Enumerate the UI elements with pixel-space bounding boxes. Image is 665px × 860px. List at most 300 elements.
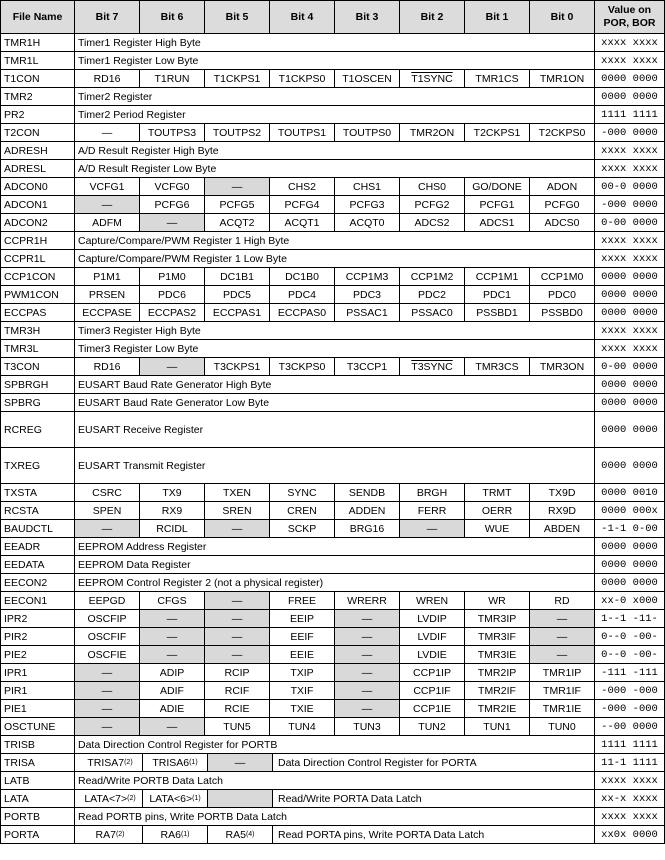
reset-value: 1111 1111: [595, 736, 665, 754]
bit-cell: [335, 268, 400, 286]
reset-value: 0000 0000: [595, 574, 665, 592]
register-name: TMR1L: [1, 52, 75, 70]
bit-cell: [75, 592, 140, 610]
bit-label: RCIDL: [156, 522, 188, 535]
register-name: PORTB: [1, 808, 75, 826]
bit-label: RCIE: [224, 702, 250, 715]
bit-cell: [270, 124, 335, 142]
bit-label: TOUTPS1: [277, 126, 327, 139]
bit-label: BRG16: [349, 522, 385, 535]
bit-cell: [465, 592, 530, 610]
bit-cell: [335, 700, 400, 718]
bit-label: TMR2IP: [477, 666, 517, 679]
bit-cell: [140, 628, 205, 646]
bit-label: TMR3ON: [539, 360, 585, 373]
bit-label: —: [361, 648, 373, 661]
bit-label: —: [361, 630, 373, 643]
bit-cell: [205, 70, 270, 88]
bit-label: SCKP: [287, 522, 317, 535]
bit-label: PDC2: [417, 288, 446, 301]
bit-cell: [205, 520, 270, 538]
bit-cell: [400, 592, 465, 610]
mixed-row: [78, 826, 591, 843]
register-name: CCPR1L: [1, 250, 75, 268]
bit-cell: [530, 700, 595, 718]
bit-cell: [335, 178, 400, 196]
bit-label: —: [166, 216, 178, 229]
bit-cell: LATA<6> (1): [143, 790, 208, 807]
bit-label: TMR1IE: [542, 702, 582, 715]
register-row: [1, 88, 665, 106]
bit-label: TUN0: [548, 720, 576, 733]
bit-label: TMR1IP: [542, 666, 582, 679]
bit-label: ADIP: [159, 666, 185, 679]
bit-cell: [335, 592, 400, 610]
reset-value: 11-1 1111: [595, 754, 665, 772]
reset-value: xxxx xxxx: [595, 232, 665, 250]
bit-label: PDC4: [287, 288, 316, 301]
reset-value: xx-0 x000: [595, 592, 665, 610]
register-body: [1, 34, 665, 844]
register-row: [1, 502, 665, 520]
bit-label: TUN1: [483, 720, 511, 733]
bit-cell: [75, 700, 140, 718]
bit-label: —: [101, 702, 113, 715]
bit-label: ECCPAS0: [277, 306, 327, 319]
bit-label: CCP1M3: [345, 270, 389, 283]
bit-label: PSSBD1: [476, 306, 518, 319]
bit-label: WR: [488, 594, 506, 607]
bit-label: TMR2ON: [409, 126, 455, 139]
bit-cell: [75, 664, 140, 682]
bit-cell: [335, 124, 400, 142]
bit-cell: [400, 502, 465, 520]
bit-label: TMR3CS: [475, 360, 519, 373]
register-name: ADCON0: [1, 178, 75, 196]
register-name: IPR2: [1, 610, 75, 628]
bit-label: EEIP: [290, 612, 314, 625]
bit-label: ADCS2: [414, 216, 450, 229]
bit-label: TOUTPS0: [342, 126, 392, 139]
register-name: TRISB: [1, 736, 75, 754]
reset-value: -000 0000: [595, 196, 665, 214]
bit-label: PSSBD0: [541, 306, 583, 319]
bit-label: TUN2: [418, 720, 446, 733]
bit-label: PCFG5: [219, 198, 255, 211]
bit-cell: [400, 70, 465, 88]
bit-label: —: [101, 720, 113, 733]
bit-cell: [140, 664, 205, 682]
bit-cell: [205, 682, 270, 700]
register-name: LATB: [1, 772, 75, 790]
bit-cell: RA6 (1): [143, 826, 208, 843]
bit-cell: [530, 610, 595, 628]
bit-cell: [270, 610, 335, 628]
bit-label: WUE: [484, 522, 510, 535]
reset-value: 0000 0000: [595, 88, 665, 106]
bit-cell: [400, 286, 465, 304]
bit-label: FREE: [287, 594, 316, 607]
bit-label: ACQT2: [219, 216, 255, 229]
bit-cell: [205, 214, 270, 232]
reset-value: -000 -000: [595, 700, 665, 718]
register-row: [1, 232, 665, 250]
register-description: Data Direction Control Register for PORTB: [75, 736, 595, 754]
bit-cell: [400, 196, 465, 214]
bit-cell: [335, 682, 400, 700]
header-bit-7: Bit 7: [75, 1, 140, 34]
bit-label: ADFM: [92, 216, 122, 229]
bit-cell: [75, 520, 140, 538]
register-row: [1, 358, 665, 376]
register-description: Timer1 Register High Byte: [75, 34, 595, 52]
bit-label: T2CKPS0: [538, 126, 586, 139]
register-row: [1, 538, 665, 556]
header-bit-6: Bit 6: [140, 1, 205, 34]
bit-cell: [270, 196, 335, 214]
reset-value: xxxx xxxx: [595, 250, 665, 268]
bit-cell: [140, 592, 205, 610]
bit-label: PSSAC1: [346, 306, 388, 319]
bit-cell: [75, 70, 140, 88]
register-name: EEADR: [1, 538, 75, 556]
bit-label: T1CKPS1: [213, 72, 261, 85]
register-name: EECON2: [1, 574, 75, 592]
register-row: [1, 394, 665, 412]
bit-label: PCFG4: [284, 198, 320, 211]
bit-cell: [465, 196, 530, 214]
bit-label: —: [231, 648, 243, 661]
bit-cell: [208, 790, 273, 807]
bit-cell: [400, 700, 465, 718]
register-name: OSCTUNE: [1, 718, 75, 736]
bit-label: CSRC: [92, 486, 122, 499]
bit-cell: [530, 664, 595, 682]
bit-cell: [335, 304, 400, 322]
bit-label: TXIP: [290, 666, 314, 679]
bit-label: —: [166, 630, 178, 643]
reset-value: 0--0 -00-: [595, 646, 665, 664]
register-name: SPBRGH: [1, 376, 75, 394]
bit-cell: [270, 178, 335, 196]
bit-label: ECCPAS2: [147, 306, 197, 319]
bit-label: TMR2IE: [477, 702, 517, 715]
bit-label: RD16: [93, 72, 121, 85]
bit-cell: [335, 214, 400, 232]
bit-label: ADCS1: [479, 216, 515, 229]
register-name: ECCPAS: [1, 304, 75, 322]
bit-label: RX9D: [547, 504, 576, 517]
register-name: LATA: [1, 790, 75, 808]
bit-cell: [75, 304, 140, 322]
bit-cell: [270, 484, 335, 502]
register-name: TXSTA: [1, 484, 75, 502]
reset-value: 0000 0000: [595, 394, 665, 412]
bit-label: TRISA6: [152, 756, 190, 769]
bit-cell: [400, 304, 465, 322]
register-name: RCREG: [1, 412, 75, 448]
reset-value: 0000 0000: [595, 376, 665, 394]
bit-cell: [530, 214, 595, 232]
bit-cell: [205, 484, 270, 502]
bit-cell: [270, 520, 335, 538]
header-bit-5: Bit 5: [205, 1, 270, 34]
bit-cell: [205, 718, 270, 736]
header-value: Value on POR, BOR: [595, 1, 665, 34]
bit-cell: [270, 358, 335, 376]
bit-label: RA6: [160, 828, 181, 841]
bit-cell: [75, 718, 140, 736]
reset-value: 1--1 -11-: [595, 610, 665, 628]
bit-label: PDC6: [157, 288, 186, 301]
register-description: EEPROM Control Register 2 (not a physical register): [75, 574, 595, 592]
bit-label: LVDIF: [417, 630, 447, 643]
bit-label: TXIF: [290, 684, 314, 697]
bit-label: OSCFIE: [87, 648, 127, 661]
register-name: TMR3H: [1, 322, 75, 340]
bit-label: TRISA7: [87, 756, 125, 769]
register-row: [1, 790, 665, 808]
register-description: Timer3 Register Low Byte: [75, 340, 595, 358]
bit-label: RD16: [93, 360, 121, 373]
bit-cell: [208, 754, 273, 771]
bit-label: —: [234, 756, 246, 769]
bit-label: BRGH: [416, 486, 448, 499]
bit-cell: [140, 484, 205, 502]
bit-label: CCP1IF: [413, 684, 451, 697]
bit-cell: [140, 70, 205, 88]
bit-cell: [530, 502, 595, 520]
bit-label: SYNC: [287, 486, 317, 499]
reset-value: -000 0000: [595, 124, 665, 142]
register-description: Timer3 Register High Byte: [75, 322, 595, 340]
bit-cell: [400, 124, 465, 142]
bit-label: TOUTPS2: [212, 126, 262, 139]
bit-label: RX9: [161, 504, 183, 517]
register-row: [1, 34, 665, 52]
reset-value: xxxx xxxx: [595, 808, 665, 826]
bit-cell: [75, 196, 140, 214]
register-description: Capture/Compare/PWM Register 1 High Byte: [75, 232, 595, 250]
register-description: EUSART Baud Rate Generator Low Byte: [75, 394, 595, 412]
bit-label: TUN5: [223, 720, 251, 733]
bit-cell: [335, 628, 400, 646]
register-name: T2CON: [1, 124, 75, 142]
header-bit-1: Bit 1: [465, 1, 530, 34]
bit-cell: [465, 124, 530, 142]
bit-cell: [270, 286, 335, 304]
bit-cell: [530, 520, 595, 538]
bit-cell: [335, 196, 400, 214]
bit-label: T3CKPS0: [278, 360, 326, 373]
bit-cell: [75, 682, 140, 700]
register-description: Capture/Compare/PWM Register 1 Low Byte: [75, 250, 595, 268]
register-name: RCSTA: [1, 502, 75, 520]
mixed-cell: [75, 826, 595, 844]
bit-cell: [530, 178, 595, 196]
header-bit-0: Bit 0: [530, 1, 595, 34]
bit-cell: [530, 268, 595, 286]
bit-cell: [75, 124, 140, 142]
bit-cell: [400, 610, 465, 628]
reset-value: xxxx xxxx: [595, 322, 665, 340]
bit-label: OSCFIP: [87, 612, 127, 625]
bit-cell: [530, 628, 595, 646]
register-name: TXREG: [1, 448, 75, 484]
bit-cell: [75, 358, 140, 376]
register-name: TMR2: [1, 88, 75, 106]
bit-label: GO/DONE: [472, 180, 522, 193]
register-description: Read/Write PORTA Data Latch: [278, 792, 422, 805]
bit-cell: [400, 628, 465, 646]
bit-cell: [335, 664, 400, 682]
bit-cell: [465, 178, 530, 196]
bit-cell: [270, 682, 335, 700]
register-row: [1, 340, 665, 358]
bit-label: —: [101, 684, 113, 697]
bit-cell: [140, 178, 205, 196]
bit-label: SENDB: [348, 486, 386, 499]
bit-cell: [530, 592, 595, 610]
bit-cell: [465, 268, 530, 286]
register-name: EECON1: [1, 592, 75, 610]
register-name: PIE2: [1, 646, 75, 664]
register-description: EEPROM Address Register: [75, 538, 595, 556]
bit-label: EEPGD: [88, 594, 126, 607]
register-row: [1, 268, 665, 286]
bit-cell: [205, 592, 270, 610]
bit-label: —: [556, 630, 568, 643]
register-description: Timer1 Register Low Byte: [75, 52, 595, 70]
register-name: SPBRG: [1, 394, 75, 412]
bit-label: T3CKPS1: [213, 360, 261, 373]
bit-cell: [270, 592, 335, 610]
bit-label: ADCS0: [544, 216, 580, 229]
register-row: [1, 70, 665, 88]
register-row: [1, 718, 665, 736]
register-name: TRISA: [1, 754, 75, 772]
bit-cell: [335, 646, 400, 664]
register-row: [1, 124, 665, 142]
reset-value: -111 -111: [595, 664, 665, 682]
header-bit-2: Bit 2: [400, 1, 465, 34]
bit-label: CHS2: [287, 180, 316, 193]
reset-value: 0000 0000: [595, 538, 665, 556]
bit-label: —: [166, 612, 178, 625]
bit-cell: [465, 664, 530, 682]
reset-value: xxxx xxxx: [595, 340, 665, 358]
bit-cell: [75, 628, 140, 646]
bit-cell: [205, 700, 270, 718]
bit-cell: [530, 484, 595, 502]
bit-label: —: [166, 720, 178, 733]
register-row: [1, 628, 665, 646]
bit-cell: [335, 502, 400, 520]
bit-label: ECCPAS1: [212, 306, 262, 319]
register-row: [1, 574, 665, 592]
bit-label: ECCPASE: [82, 306, 132, 319]
register-row: [1, 412, 665, 448]
register-description: EUSART Transmit Register: [75, 448, 595, 484]
bit-cell: [530, 196, 595, 214]
bit-label: PCFG6: [154, 198, 190, 211]
register-name: ADRESL: [1, 160, 75, 178]
bit-label: PCFG0: [544, 198, 580, 211]
reset-value: 00-0 0000: [595, 178, 665, 196]
bit-label: —: [231, 180, 243, 193]
bit-cell: [465, 682, 530, 700]
bit-label: VCFG0: [154, 180, 190, 193]
bit-label: DC1B0: [285, 270, 319, 283]
bit-cell: [140, 520, 205, 538]
bit-cell: [465, 718, 530, 736]
register-row: [1, 664, 665, 682]
bit-cell: [205, 286, 270, 304]
bit-label: CCP1IP: [413, 666, 451, 679]
register-row: [1, 556, 665, 574]
bit-cell: [205, 304, 270, 322]
bit-cell: [75, 484, 140, 502]
bit-cell: [335, 358, 400, 376]
bit-cell: [400, 520, 465, 538]
bit-cell: [205, 196, 270, 214]
reset-value: 0000 0000: [595, 268, 665, 286]
bit-label: CCP1M2: [410, 270, 454, 283]
reset-value: -000 -000: [595, 682, 665, 700]
bit-label: T1RUN: [154, 72, 190, 85]
register-row: [1, 160, 665, 178]
bit-label: —: [231, 612, 243, 625]
bit-label: —: [361, 684, 373, 697]
bit-label: OSCFIF: [87, 630, 127, 643]
bit-label: RD: [554, 594, 570, 607]
bit-label: DC1B1: [220, 270, 254, 283]
reset-value: 0000 0000: [595, 448, 665, 484]
bit-label: T3CCP1: [346, 360, 388, 373]
bit-cell: [465, 628, 530, 646]
bit-label: PDC1: [482, 288, 511, 301]
bit-cell: [75, 268, 140, 286]
bit-label: T1SYNC: [411, 72, 453, 85]
register-row: [1, 592, 665, 610]
bit-cell: [530, 124, 595, 142]
reset-value: xxxx xxxx: [595, 142, 665, 160]
register-row: [1, 754, 665, 772]
bit-cell: [270, 304, 335, 322]
bit-label: RA7: [95, 828, 116, 841]
register-row: [1, 376, 665, 394]
register-row: [1, 106, 665, 124]
register-row: [1, 250, 665, 268]
bit-label: ACQT1: [284, 216, 320, 229]
bit-cell: [270, 268, 335, 286]
bit-label: T2CKPS1: [473, 126, 521, 139]
bit-cell: [400, 682, 465, 700]
bit-label: FERR: [417, 504, 447, 517]
bit-cell: [335, 70, 400, 88]
register-description: A/D Result Register High Byte: [75, 142, 595, 160]
bit-label: CCP1M1: [475, 270, 519, 283]
bit-label: —: [361, 702, 373, 715]
bit-label: TXEN: [222, 486, 251, 499]
bit-label: T1OSCEN: [342, 72, 392, 85]
mixed-row: [78, 790, 591, 807]
bit-label: —: [231, 630, 243, 643]
bit-cell: TRISA6 (1): [143, 754, 208, 771]
bit-label: SREN: [222, 504, 252, 517]
reset-value: xxxx xxxx: [595, 160, 665, 178]
register-name: T3CON: [1, 358, 75, 376]
